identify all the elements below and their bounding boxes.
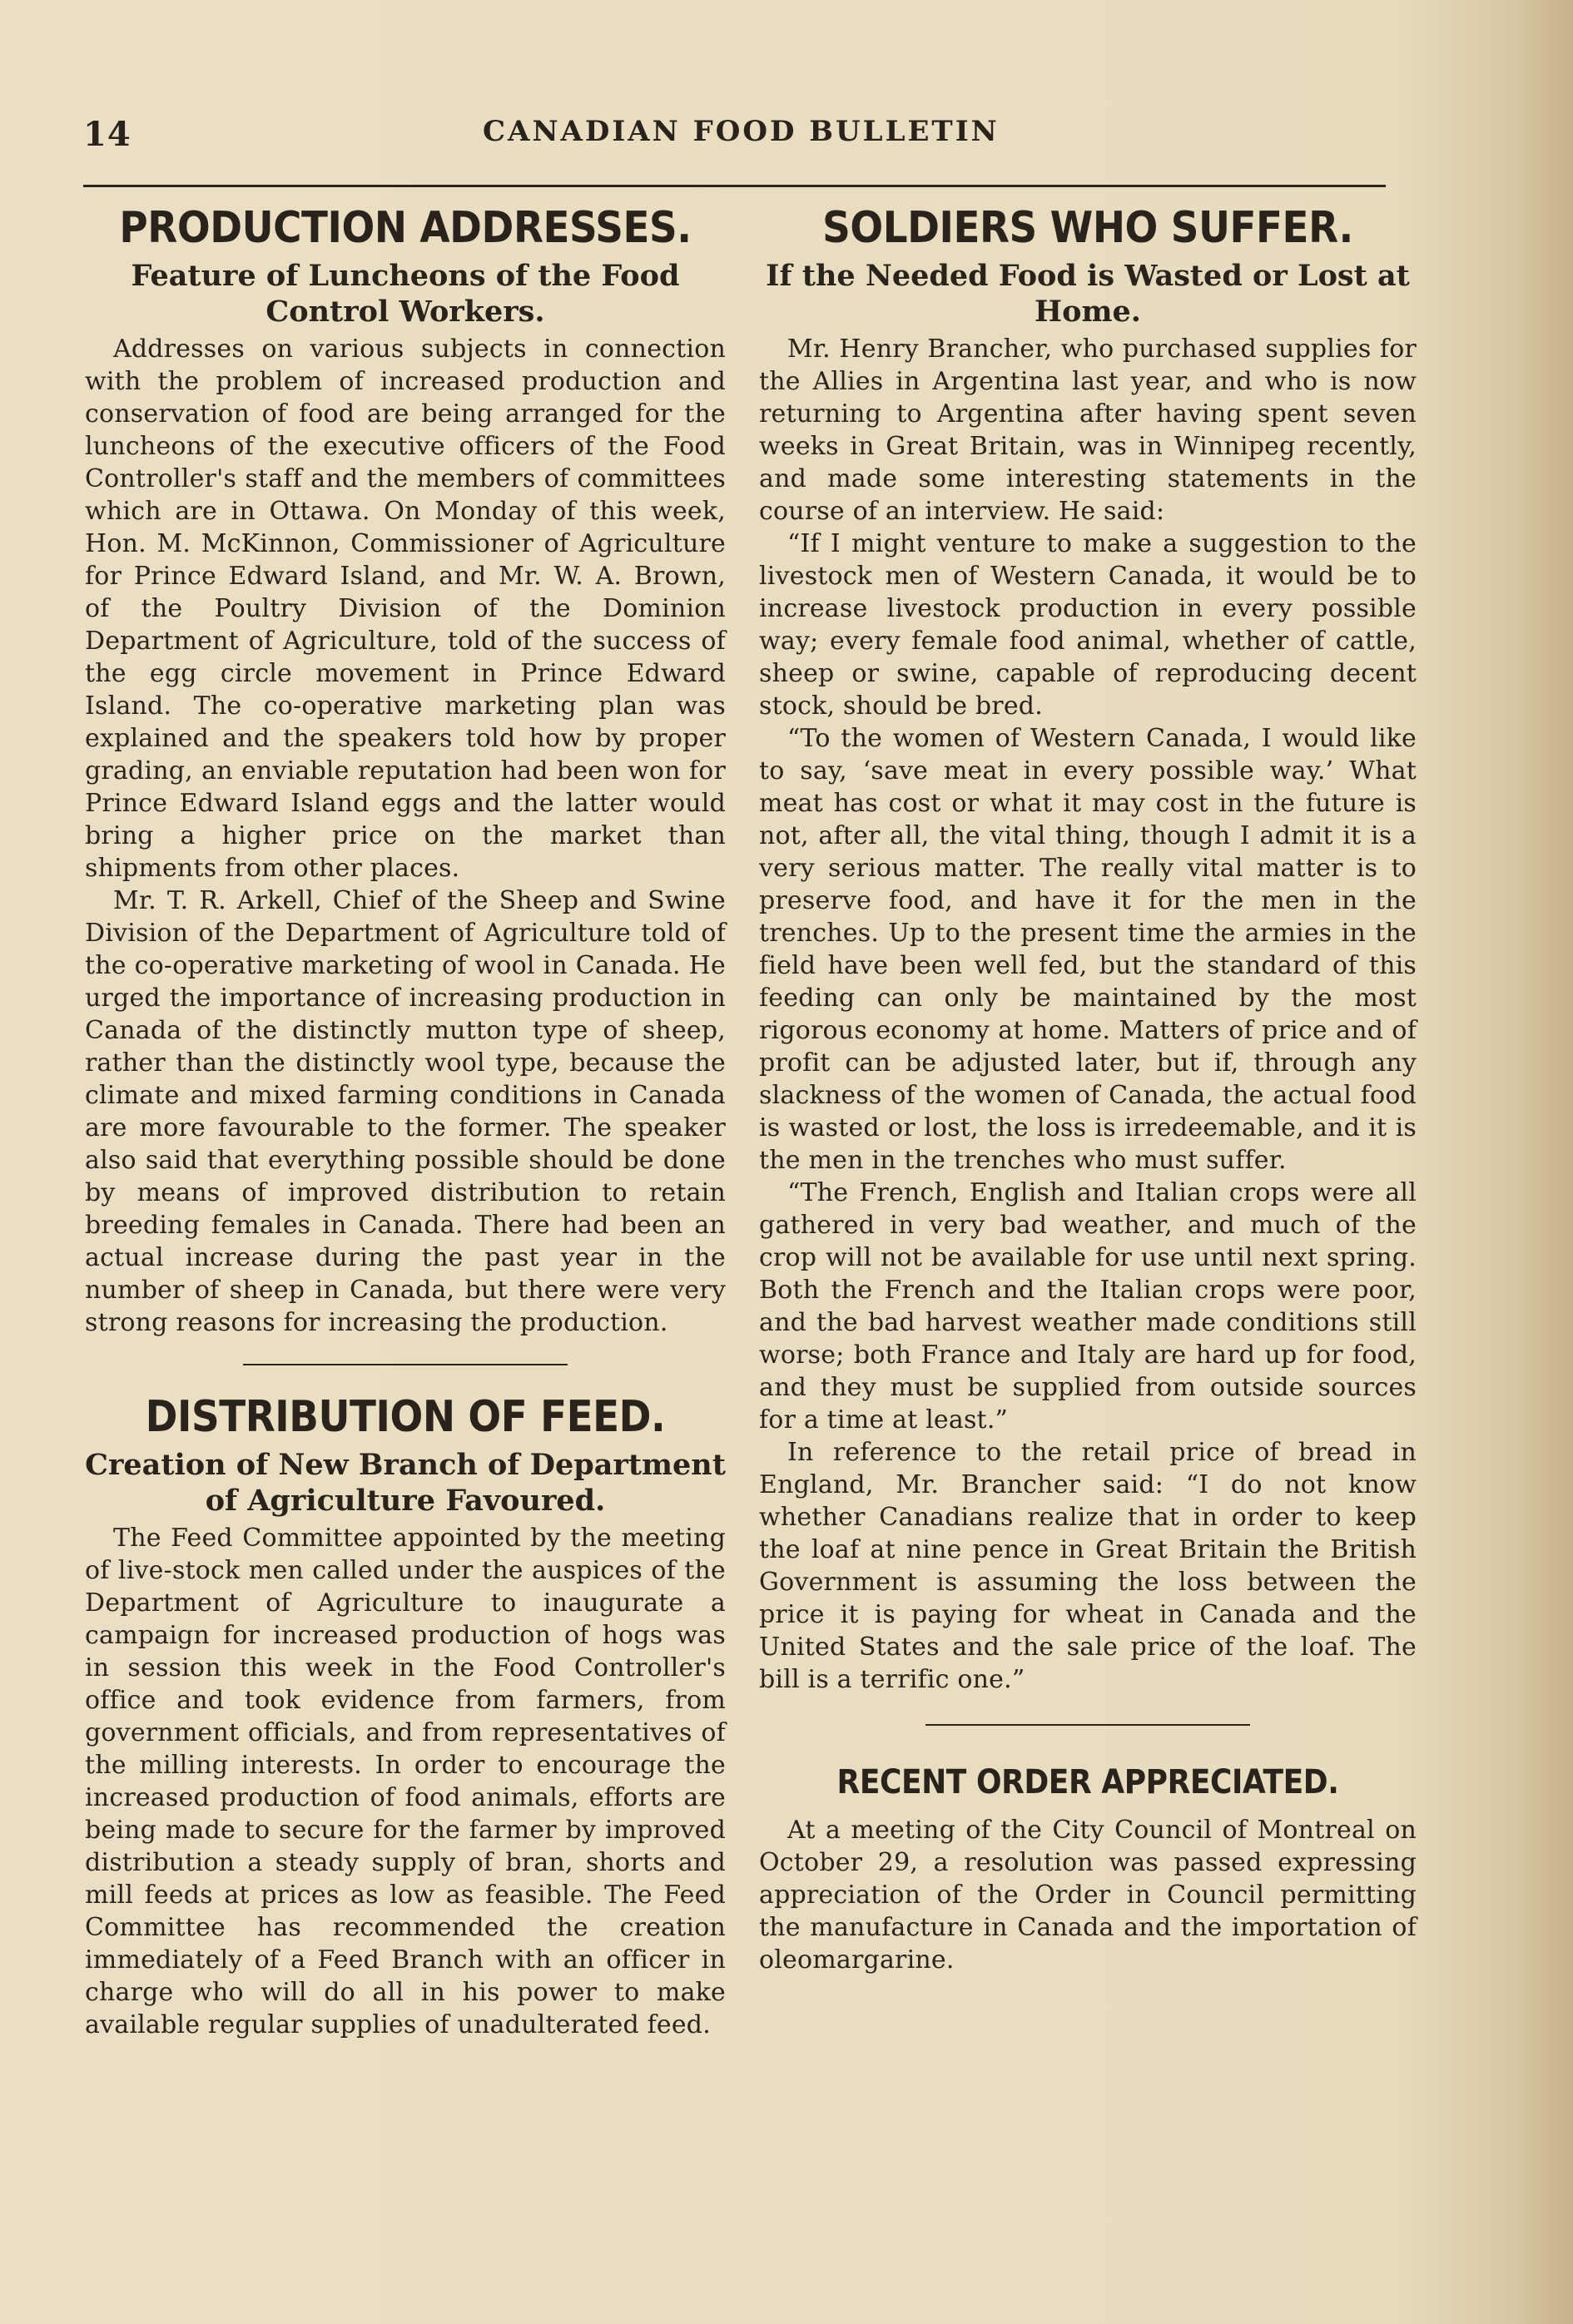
section-separator xyxy=(925,1724,1250,1726)
paragraph: “If I might venture to make a suggestion to the livestock men of Western Canada, it would be to increase livestock production in every possible way; every female food animal, whether of cattle, sheep or swine, capable of reproducing decent stock, should be bred. xyxy=(759,529,1417,721)
headline-soldiers-who-suffer: SOLDIERS WHO SUFFER. xyxy=(822,203,1353,253)
right-column xyxy=(759,200,1417,1976)
paragraph: Mr. T. R. Arkell, Chief of the Sheep and Swine Division of the Department of Agriculture told of the co-operative marketing of wool in Canada. He urged the importance of increasing production in Canada of the distinctly mutton type of sheep, rather than the distinctly wool type, because the climate and mixed farming conditions in Canada are more favourable to the former. The speaker also said that everything possible should be done by means of improved distribution to retain breeding females in Canada. There had been an actual increase during the past year in the number of sheep in Canada, but there were very strong reasons for increasing the production. xyxy=(85,886,726,1337)
article-soldiers-who-suffer xyxy=(759,200,1417,1696)
paragraph: “To the women of Western Canada, I would like to say, ‘save meat in every possible way.’ What meat has cost or what it may cost in the future is not, after all, the vital thing, though I admit it is a very serious matter. The really vital matter is to preserve food, and have it for the men in the trenches. Up to the present time the armies in the field have been well fed, but the standard of this feeding can only be maintained by the most rigorous economy at home. Matters of price and of profit can be adjusted later, but if, through any slackness of the women of Canada, the actual food is wasted or lost, the loss is irredeemable, and it is the men in the trenches who must suffer. xyxy=(759,724,1417,1175)
paragraph: At a meeting of the City Council of Montreal on October 29, a resolution was passed expressing appreciation of the Order in Council permitting the manufacture in Canada and the importation of oleomargarine. xyxy=(759,1816,1417,1975)
paragraph: In reference to the retail price of bread in England, Mr. Brancher said: “I do not know whether Canadians realize that in order to keep the loaf at nine pence in Great Britain the British Government is assuming the loss between the price it is paying for wheat in Canada and the United States and the sale price of the loaf. The bill is a terrific one.” xyxy=(759,1438,1417,1694)
header-rule xyxy=(83,185,1386,187)
section-separator xyxy=(243,1364,568,1365)
paragraph: Addresses on various subjects in connection with the problem of increased production and conservation of food are being arranged for the luncheons of the executive officers of the Food Controller's staff and the members of committees which are in Ottawa. On Monday of this week, Hon. M. McKinnon, Commissioner of Agriculture for Prince Edward Island, and Mr. W. A. Brown, of the Poultry Division of the Dominion Department of Agriculture, told of the success of the egg circle movement in Prince Edward Island. The co-operative marketing plan was explained and the speakers told how by proper grading, an enviable reputation had been won for Prince Edward Island eggs and the latter would bring a higher price on the market than shipments from other places. xyxy=(85,334,726,883)
article-distribution-of-feed xyxy=(85,1389,726,2041)
subhead-production-addresses: Feature of Luncheons of the Food Control Workers. xyxy=(131,259,680,329)
paragraph: “The French, English and Italian crops were all gathered in very bad weather, and much of the crop will not be available for use until next spring. Both the French and the Italian crops were poor, and the bad harvest weather made conditions still worse; both France and Italy are hard up for food, and they must be supplied from outside sources for a time at least.” xyxy=(759,1178,1417,1435)
page-number: 14 xyxy=(83,115,131,154)
paragraph: Mr. Henry Brancher, who purchased supplies for the Allies in Argentina last year, and who is now returning to Argentina after having spent seven weeks in Great Britain, was in Winnipeg recently, and made some interesting statements in the course of an interview. He said: xyxy=(759,334,1417,526)
subhead-distribution-of-feed: Creation of New Branch of Department of Agriculture Favoured. xyxy=(85,1448,726,1518)
left-column xyxy=(85,200,726,2041)
subhead-soldiers-who-suffer: If the Needed Food is Wasted or Lost at Home. xyxy=(766,259,1410,329)
article-recent-order-appreciated xyxy=(759,1759,1417,1976)
article-production-addresses xyxy=(85,200,726,1339)
paragraph: The Feed Committee appointed by the meeting of live-stock men called under the auspices of the Department of Agriculture to inaugurate a campaign for increased production of hogs was in session this week in the Food Controller's office and took evidence from farmers, from government officials, and from representatives of the milling interests. In order to encourage the increased production of food animals, efforts are being made to secure for the farmer by improved distribution a steady supply of bran, shorts and mill feeds at prices as low as feasible. The Feed Committee has recommended the creation immediately of a Feed Branch with an officer in charge who will do all in his power to make available regular supplies of unadulterated feed. xyxy=(85,1524,726,2039)
headline-distribution-of-feed: DISTRIBUTION OF FEED. xyxy=(145,1392,666,1442)
headline-production-addresses: PRODUCTION ADDRESSES. xyxy=(119,203,692,253)
publication-title: CANADIAN FOOD BULLETIN xyxy=(483,115,1000,148)
headline-recent-order-appreciated: RECENT ORDER APPRECIATED. xyxy=(836,1763,1339,1801)
